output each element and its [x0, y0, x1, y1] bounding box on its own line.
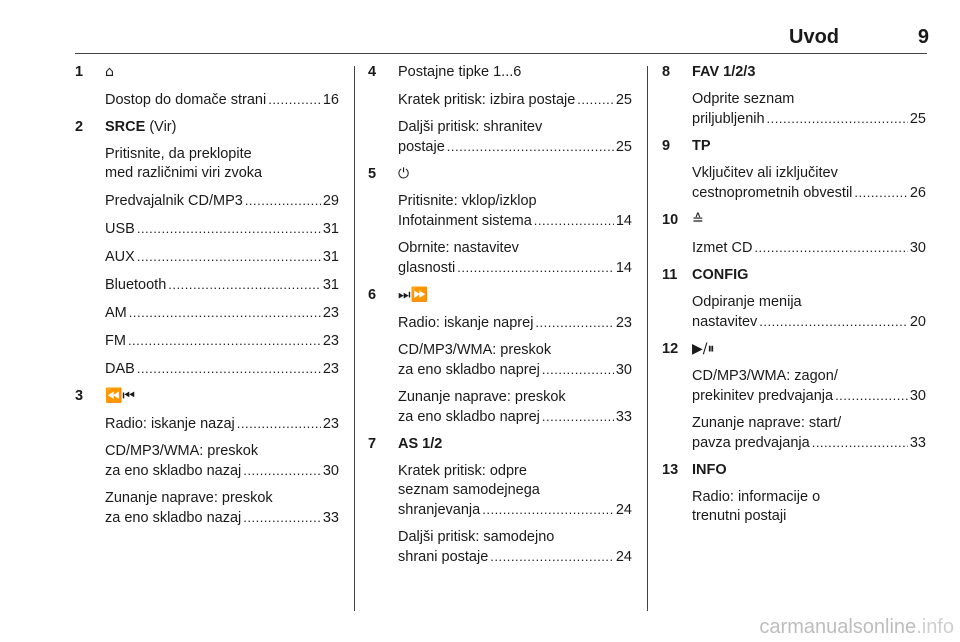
control-label: Postajne tipke 1...6	[398, 64, 522, 80]
reference-entry	[398, 313, 632, 333]
page-reference: 31	[322, 221, 339, 237]
reference-entry	[105, 331, 339, 351]
control-symbol-icon: ⏻	[398, 166, 410, 182]
reference-entry	[692, 367, 926, 406]
entry-line	[105, 331, 339, 351]
control-symbol-icon: ⌂	[105, 64, 114, 80]
dot-leader	[812, 433, 908, 452]
legend-item	[75, 63, 339, 110]
page-reference: 29	[322, 193, 339, 209]
item-number: 3	[75, 388, 84, 404]
dot-leader	[128, 331, 321, 350]
control-name: SRCE	[105, 119, 146, 135]
dot-leader	[759, 312, 908, 331]
item-heading	[692, 137, 926, 156]
entry-text: DAB	[105, 361, 135, 377]
entry-text: USB	[105, 221, 135, 237]
control-name: TP	[692, 138, 711, 154]
page-reference: 26	[909, 185, 926, 201]
page-reference: 30	[615, 362, 632, 378]
entry-text: Kratek pritisk: izbira postaje	[398, 92, 576, 108]
legend-item	[662, 340, 926, 453]
entry-text: CD/MP3/WMA: preskok	[105, 443, 259, 459]
page-reference: 14	[615, 213, 632, 229]
control-label: (Vir)	[145, 119, 177, 135]
item-heading	[692, 461, 926, 480]
item-heading	[105, 387, 339, 406]
entry-text: Infotainment sistema	[398, 213, 532, 229]
entry-text: Radio: iskanje naprej	[398, 315, 534, 331]
reference-entry	[105, 303, 339, 323]
dot-leader	[137, 359, 321, 378]
item-number: 9	[662, 138, 671, 154]
column-divider	[354, 66, 355, 611]
legend-item	[368, 165, 632, 278]
control-name: AS 1/2	[398, 436, 443, 452]
entry-line	[398, 500, 632, 520]
item-heading	[105, 118, 339, 137]
entry-line	[105, 90, 339, 110]
legend-item	[75, 387, 339, 528]
item-number: 2	[75, 119, 84, 135]
entry-line	[105, 247, 339, 267]
reference-entry	[105, 275, 339, 295]
entry-text: Daljši pritisk: samodejno	[398, 529, 555, 545]
reference-entry	[105, 219, 339, 239]
page-reference: 25	[615, 92, 632, 108]
dot-leader	[237, 414, 321, 433]
entry-text: za eno skladbo nazaj	[105, 510, 242, 526]
item-heading	[105, 63, 339, 82]
entry-text: AUX	[105, 249, 135, 265]
dot-leader	[542, 360, 614, 379]
dot-leader	[577, 90, 614, 109]
column-2	[368, 63, 632, 567]
entry-line	[692, 183, 926, 203]
item-number: 4	[368, 64, 377, 80]
entry-text: za eno skladbo nazaj	[105, 463, 242, 479]
control-symbol-icon: ≙	[692, 212, 704, 228]
page-reference: 31	[322, 249, 339, 265]
reference-entry	[105, 359, 339, 379]
item-number: 11	[662, 267, 678, 283]
page-reference: 31	[322, 277, 339, 293]
page-reference: 14	[615, 260, 632, 276]
entry-line	[398, 407, 632, 427]
entry-text: Pritisnite, da preklopite	[105, 146, 252, 162]
item-heading	[398, 63, 632, 82]
dot-leader	[534, 211, 614, 230]
entry-text: Radio: iskanje nazaj	[105, 416, 235, 432]
legend-item	[75, 118, 339, 379]
item-number: 8	[662, 64, 671, 80]
dot-leader	[754, 238, 907, 257]
reference-entry	[105, 247, 339, 267]
reference-entry	[398, 118, 632, 157]
entry-text: trenutni postaji	[692, 508, 787, 524]
entry-line	[105, 414, 339, 434]
entry-text: postaje	[398, 139, 445, 155]
reference-entry	[105, 145, 339, 183]
dot-leader	[767, 109, 908, 128]
entry-text: Odprite seznam	[692, 91, 795, 107]
dot-leader	[129, 303, 321, 322]
entry-text: CD/MP3/WMA: preskok	[398, 342, 552, 358]
entry-text: pavza predvajanja	[692, 435, 810, 451]
entry-text: AM	[105, 305, 127, 321]
entry-text: za eno skladbo naprej	[398, 409, 540, 425]
page-reference: 33	[322, 510, 339, 526]
entry-text: cestnoprometnih obvestil	[692, 185, 853, 201]
dot-leader	[535, 313, 613, 332]
entry-line	[692, 238, 926, 258]
entry-text: glasnosti	[398, 260, 456, 276]
entry-text: Radio: informacije o	[692, 489, 821, 505]
entry-text: Zunanje naprave: preskok	[398, 389, 566, 405]
item-number: 6	[368, 287, 377, 303]
page-reference: 23	[615, 315, 632, 331]
item-number: 10	[662, 212, 679, 228]
entry-line	[692, 109, 926, 129]
entry-text: shrani postaje	[398, 549, 489, 565]
dot-leader	[168, 275, 321, 294]
entry-line	[105, 461, 339, 481]
control-symbol-icon: ▶/⏸	[692, 341, 715, 357]
legend-item	[368, 435, 632, 567]
reference-entry	[398, 388, 632, 427]
entry-text: Dostop do domače strani	[105, 92, 267, 108]
entry-line	[105, 508, 339, 528]
reference-entry	[692, 293, 926, 332]
dot-leader	[542, 407, 614, 426]
item-heading	[692, 63, 926, 82]
item-heading	[692, 340, 926, 359]
entry-line	[105, 219, 339, 239]
entry-text: CD/MP3/WMA: zagon/	[692, 368, 838, 384]
entry-line	[398, 258, 632, 278]
entry-text: FM	[105, 333, 126, 349]
entry-text: Vključitev ali izključitev	[692, 165, 838, 181]
reference-entry	[105, 442, 339, 481]
dot-leader	[243, 508, 321, 527]
legend-item	[662, 63, 926, 129]
item-heading	[692, 266, 926, 285]
watermark-domain: .info	[916, 616, 954, 638]
legend-item	[662, 266, 926, 332]
entry-text: Obrnite: nastavitev	[398, 240, 519, 256]
entry-text: Pritisnite: vklop/izklop	[398, 193, 537, 209]
legend-item	[368, 63, 632, 157]
item-number: 13	[662, 462, 679, 478]
reference-entry	[692, 90, 926, 129]
dot-leader	[268, 90, 321, 109]
dot-leader	[482, 500, 614, 519]
page-reference: 33	[909, 435, 926, 451]
reference-entry	[105, 414, 339, 434]
page-reference: 30	[909, 388, 926, 404]
item-heading	[692, 211, 926, 230]
reference-entry	[398, 528, 632, 567]
dot-leader	[447, 137, 614, 156]
dot-leader	[854, 183, 907, 202]
reference-entry	[398, 192, 632, 231]
entry-line	[398, 313, 632, 333]
dot-leader	[490, 547, 614, 566]
entry-line	[692, 386, 926, 406]
column-1	[75, 63, 339, 528]
page-reference: 25	[615, 139, 632, 155]
column-3	[662, 63, 926, 526]
reference-entry	[398, 90, 632, 110]
page-reference: 24	[615, 502, 632, 518]
entry-text: med različnimi viri zvoka	[105, 165, 263, 181]
item-heading	[398, 286, 632, 305]
legend-item	[662, 137, 926, 203]
legend-item	[368, 286, 632, 427]
item-number: 5	[368, 166, 377, 182]
reference-entry	[692, 488, 926, 526]
dot-leader	[835, 386, 908, 405]
reference-entry	[105, 489, 339, 528]
entry-text: seznam samodejnega	[398, 482, 540, 498]
entry-line	[105, 359, 339, 379]
page-reference: 23	[322, 416, 339, 432]
entry-line	[398, 547, 632, 567]
dot-leader	[457, 258, 614, 277]
reference-entry	[692, 414, 926, 453]
entry-text: shranjevanja	[398, 502, 481, 518]
entry-text: Kratek pritisk: odpre	[398, 463, 527, 479]
reference-entry	[692, 238, 926, 258]
page-reference: 24	[615, 549, 632, 565]
legend-item	[662, 461, 926, 526]
watermark-site: carmanualsonline	[759, 616, 917, 638]
page-number: 9	[917, 26, 929, 48]
entry-text: Izmet CD	[692, 240, 753, 256]
dot-leader	[137, 219, 321, 238]
page-reference: 23	[322, 333, 339, 349]
column-divider	[647, 66, 648, 611]
item-number: 12	[662, 341, 679, 357]
control-symbol-icon: ⏪⏮	[105, 388, 136, 404]
item-heading	[398, 165, 632, 184]
dot-leader	[243, 461, 321, 480]
page-reference: 23	[322, 305, 339, 321]
page-reference: 30	[322, 463, 339, 479]
page-reference: 25	[909, 111, 926, 127]
entry-text: za eno skladbo naprej	[398, 362, 540, 378]
entry-line	[692, 312, 926, 332]
control-symbol-icon: ⏭⏩	[398, 287, 429, 303]
page-reference: 23	[322, 361, 339, 377]
entry-text: Predvajalnik CD/MP3	[105, 193, 243, 209]
page-title: Uvod	[789, 26, 839, 48]
item-number: 1	[75, 64, 84, 80]
entry-line	[398, 137, 632, 157]
entry-line	[398, 360, 632, 380]
entry-text: Zunanje naprave: start/	[692, 415, 842, 431]
entry-line	[105, 191, 339, 211]
control-name: CONFIG	[692, 267, 749, 283]
reference-entry	[398, 239, 632, 278]
entry-text: prekinitev predvajanja	[692, 388, 834, 404]
entry-line	[398, 211, 632, 231]
reference-entry	[105, 191, 339, 211]
dot-leader	[137, 247, 321, 266]
control-name: INFO	[692, 462, 727, 478]
entry-text: Zunanje naprave: preskok	[105, 490, 273, 506]
item-heading	[398, 435, 632, 454]
entry-text: Bluetooth	[105, 277, 167, 293]
entry-text: Daljši pritisk: shranitev	[398, 119, 543, 135]
page-reference: 33	[615, 409, 632, 425]
dot-leader	[245, 191, 321, 210]
entry-line	[692, 433, 926, 453]
reference-entry	[398, 341, 632, 380]
entry-text: nastavitev	[692, 314, 758, 330]
header-rule	[75, 53, 927, 54]
reference-entry	[692, 164, 926, 203]
entry-line	[105, 275, 339, 295]
page-reference: 16	[322, 92, 339, 108]
reference-entry	[398, 462, 632, 520]
control-name: FAV 1/2/3	[692, 64, 756, 80]
item-number: 7	[368, 436, 377, 452]
watermark	[660, 616, 960, 639]
page-reference: 20	[909, 314, 926, 330]
entry-text: priljubljenih	[692, 111, 765, 127]
legend-item	[662, 211, 926, 258]
reference-entry	[105, 90, 339, 110]
entry-text: Odpiranje menija	[692, 294, 802, 310]
entry-line	[105, 303, 339, 323]
page-reference: 30	[909, 240, 926, 256]
entry-line	[398, 90, 632, 110]
